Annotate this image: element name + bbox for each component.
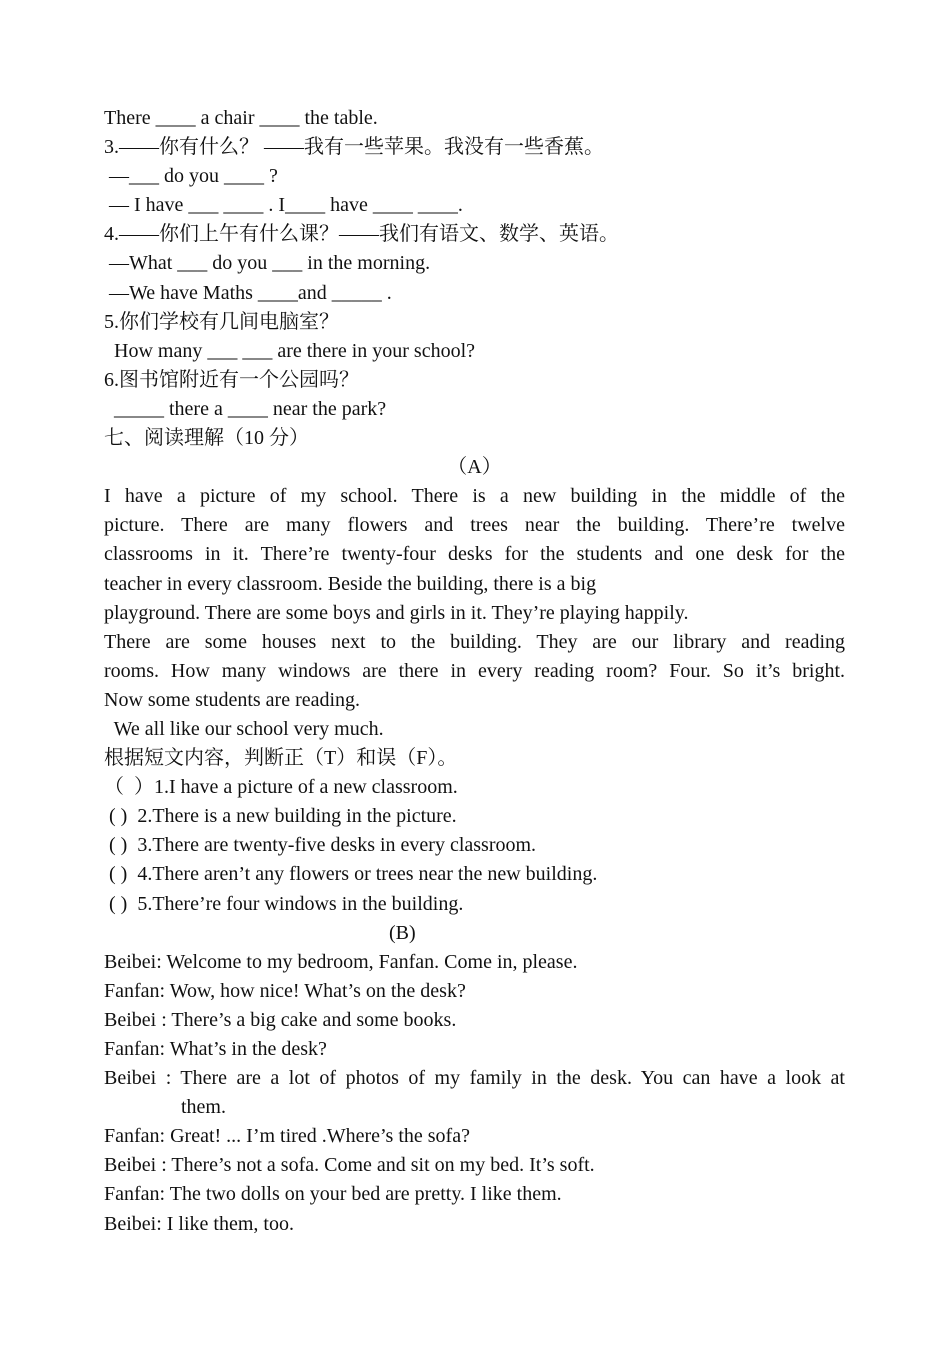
question-3-prompt: 3.——你有什么？ ——我有一些苹果。我没有一些香蕉。	[104, 136, 604, 159]
document-page	[104, 104, 845, 1239]
question-4-prompt: 4.——你们上午有什么课？——我们有语文、数学、英语。	[104, 223, 619, 246]
translation-line-sentence: There ____ a chair ____ the table.	[104, 107, 378, 129]
question-3-line-1: —___ do you ____ ?	[104, 165, 278, 188]
dialogue-line: Fanfan: Wow, how nice! What’s on the desk?	[104, 979, 466, 1002]
dialogue-line: Fanfan: The two dolls on your bed are pretty. I like them.	[104, 1183, 562, 1206]
question-6-line: _____ there a ____ near the park?	[104, 397, 387, 420]
part-b-title: (B)	[389, 921, 416, 944]
part-a-title: （A）	[447, 456, 502, 479]
dialogue-line: Beibei : There’s not a sofa. Come and sit on my bed. It’s soft.	[104, 1154, 595, 1177]
true-false-question-2: ( ) 2.There is a new building in the picture.	[104, 805, 457, 828]
passage-a-line: classrooms in it. There’re twenty-four desks for the students and one desk for the	[104, 543, 845, 566]
dialogue-line: Fanfan: What’s in the desk?	[104, 1038, 327, 1060]
question-3-line-2: — I have ___ ____ . I____ have ____ ____.	[104, 194, 463, 217]
true-false-question-3: ( ) 3.There are twenty-five desks in every classroom.	[104, 834, 537, 857]
passage-a-line: There are some houses next to the building. They are our library and reading	[104, 630, 845, 653]
passage-a-line: playground. There are some boys and girls in it. They’re playing happily.	[104, 601, 689, 624]
passage-a-line: I have a picture of my school. There is a new building in the middle of the	[104, 485, 845, 508]
dialogue-line-continuation: them.	[181, 1096, 226, 1119]
question-6-prompt: 6.图书馆附近有一个公园吗？	[104, 368, 359, 391]
dialogue-line: Beibei: I like them, too.	[104, 1212, 294, 1235]
passage-a-line: rooms. How many windows are there in every reading room? Four. So it’s bright.	[104, 659, 845, 682]
dialogue-line: Fanfan: Great! ... I’m tired .Where’s the sofa?	[104, 1125, 470, 1148]
dialogue-line: Beibei: Welcome to my bedroom, Fanfan. Come in, please.	[104, 950, 578, 973]
passage-a-line: We all like our school very much.	[104, 717, 384, 740]
passage-a-line: Now some students are reading.	[104, 688, 361, 711]
passage-a-line: picture. There are many flowers and trees near the building. There’re twelve	[104, 514, 845, 537]
question-4-line-2: —We have Maths ____and _____ .	[104, 281, 392, 304]
true-false-instruction: 根据短文内容，判断正（T）和误（F）。	[104, 747, 458, 770]
question-5-prompt: 5.你们学校有几间电脑室？	[104, 310, 339, 333]
dialogue-line: Beibei : There are a lot of photos of my family in the desk. You can have a look at	[104, 1067, 845, 1090]
dialogue-line: Beibei : There’s a big cake and some books.	[104, 1008, 457, 1031]
section-heading-reading: 七、阅读理解（10 分）	[104, 427, 309, 450]
question-5-line: How many ___ ___ are there in your school?	[104, 339, 476, 362]
true-false-question-1: （ ）1.I have a picture of a new classroom.	[104, 776, 458, 799]
question-4-line-1: —What ___ do you ___ in the morning.	[104, 252, 431, 275]
true-false-question-5: ( ) 5.There’re four windows in the building.	[104, 892, 464, 915]
true-false-question-4: ( ) 4.There aren’t any flowers or trees near the new building.	[104, 863, 598, 886]
passage-a-line: teacher in every classroom. Beside the building, there is a big	[104, 572, 597, 595]
